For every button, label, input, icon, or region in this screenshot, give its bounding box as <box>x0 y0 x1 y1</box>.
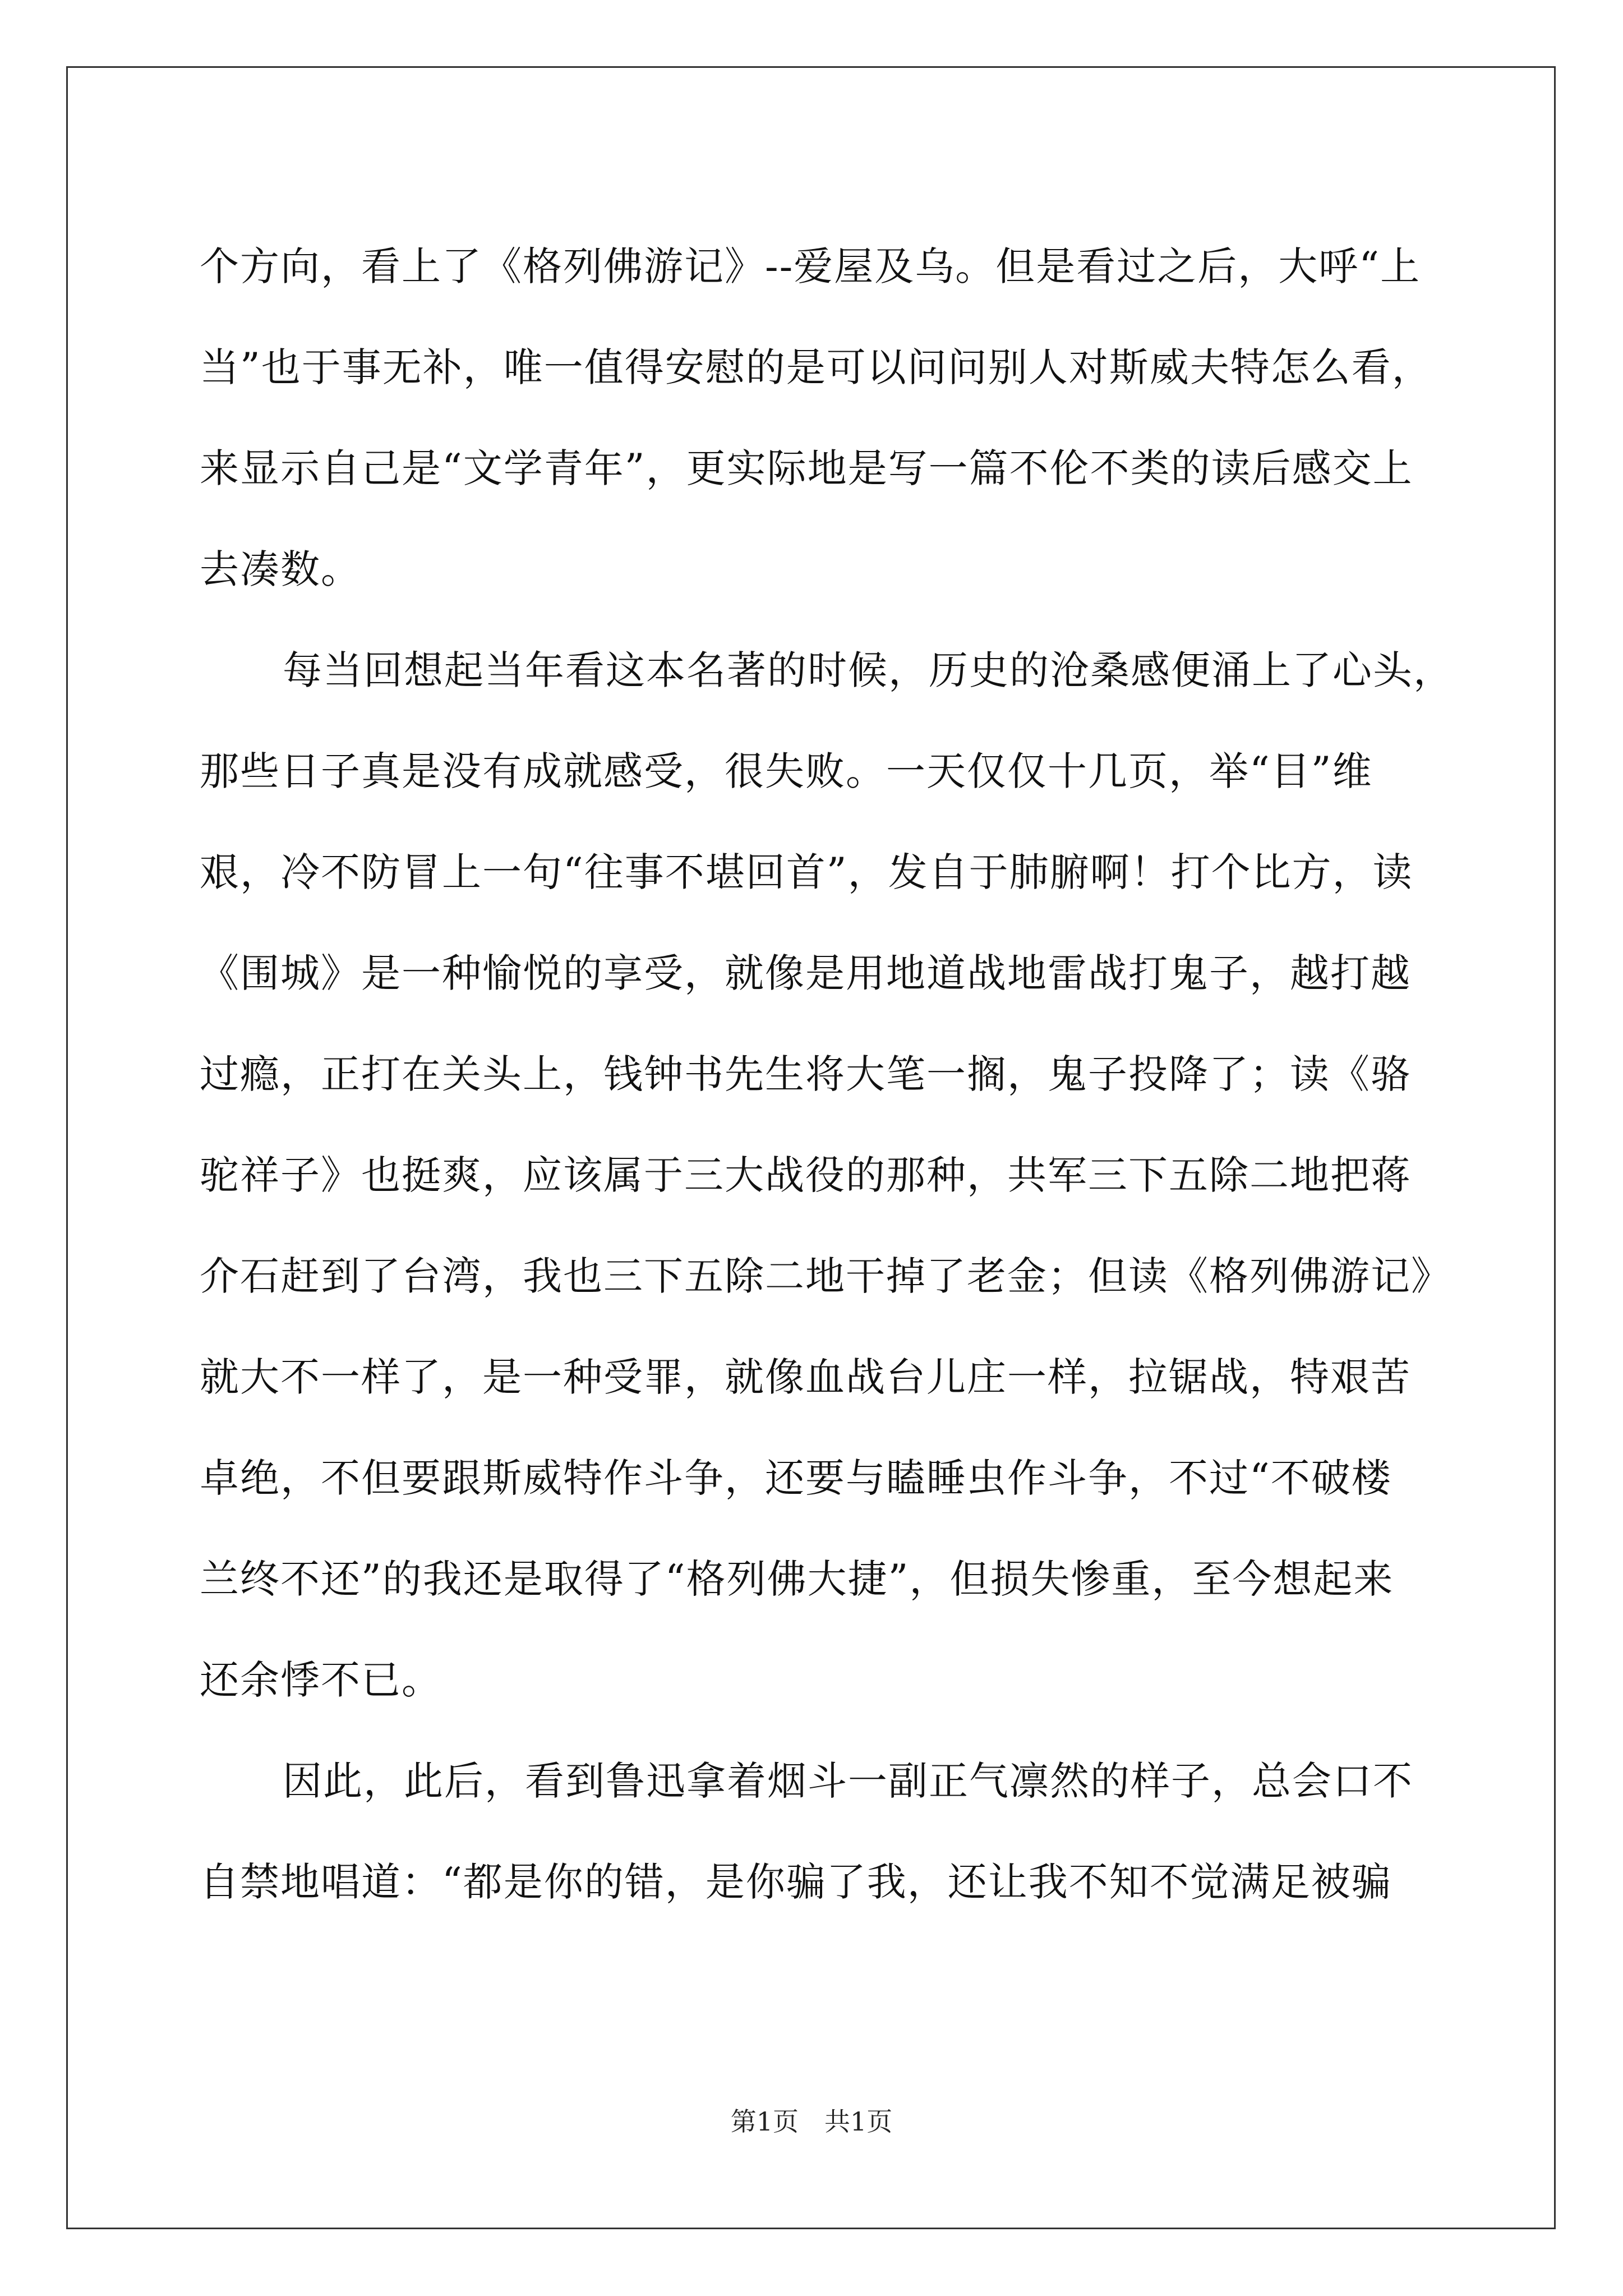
text-line: 当”也于事无补，唯一值得安慰的是可以问问别人对斯威夫特怎么看， <box>200 344 1432 390</box>
text-line: 驼祥子》也挺爽，应该属于三大战役的那种，共军三下五除二地把蒋 <box>200 1152 1411 1198</box>
text-line: 《围城》是一种愉悦的享受，就像是用地道战地雷战打鬼子，越打越 <box>200 950 1411 996</box>
text-line: 卓绝，不但要跟斯威特作斗争，还要与瞌睡虫作斗争，不过“不破楼 <box>200 1455 1392 1501</box>
text-line: 介石赶到了台湾，我也三下五除二地干掉了老金；但读《格列佛游记》 <box>200 1253 1451 1299</box>
text-line: 自禁地唱道：“都是你的错，是你骗了我，还让我不知不觉满足被骗 <box>200 1859 1392 1905</box>
text-line: 个方向，看上了《格列佛游记》--爱屋及乌。但是看过之后，大呼“上 <box>200 243 1421 289</box>
document-body <box>200 216 1454 1932</box>
text-line: 那些日子真是没有成就感受，很失败。一天仅仅十几页，举“目”维 <box>200 748 1373 794</box>
text-line: 过瘾，正打在关头上，钱钟书先生将大笔一搁，鬼子投降了；读《骆 <box>200 1051 1411 1097</box>
page-number-footer: 第1页 共1页 <box>730 2106 893 2137</box>
text-line: 来显示自己是“文学青年”，更实际地是写一篇不伦不类的读后感交上 <box>200 445 1413 491</box>
paragraph-start-line: 因此，此后，看到鲁迅拿着烟斗一副正气凛然的样子，总会口不 <box>283 1758 1413 1804</box>
text-line: 还余悸不已。 <box>200 1657 442 1703</box>
paragraph-start-line: 每当回想起当年看这本名著的时候，历史的沧桑感便涌上了心头， <box>283 647 1454 693</box>
text-line: 艰，冷不防冒上一句“往事不堪回首”，发自于肺腑啊！打个比方，读 <box>200 849 1413 895</box>
text-line: 去凑数。 <box>200 546 361 592</box>
text-line: 就大不一样了，是一种受罪，就像血战台儿庄一样，拉锯战，特艰苦 <box>200 1354 1411 1400</box>
text-line: 兰终不还”的我还是取得了“格列佛大捷”，但损失惨重，至今想起来 <box>200 1556 1394 1602</box>
